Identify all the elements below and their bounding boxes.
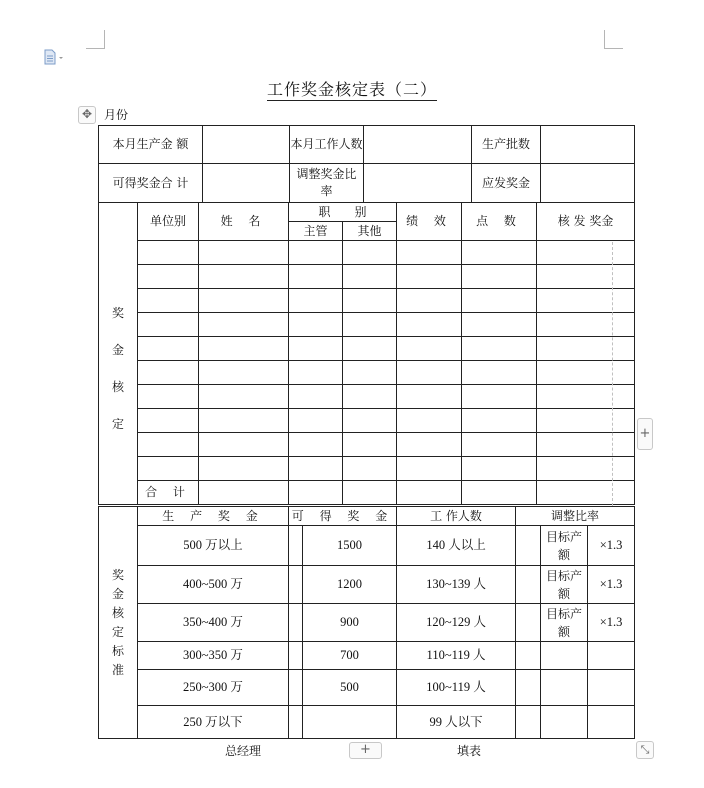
header-table: [98, 125, 635, 203]
batch-count-label: 生产批数: [472, 126, 541, 164]
name-header: 姓 名: [199, 203, 289, 241]
move-icon[interactable]: ✥: [78, 106, 96, 124]
table-row: [99, 385, 635, 409]
production-amount-cell[interactable]: [203, 126, 290, 164]
target-label: 目标产额: [541, 566, 588, 604]
table-row: [99, 313, 635, 337]
manager-label: 总经理: [225, 744, 262, 758]
crop-mark-top-right: [604, 30, 623, 49]
document-title: 工作奖金核定表（二）: [266, 80, 437, 99]
table-row: [99, 337, 635, 361]
standard-row: [99, 670, 635, 706]
bonus-header: 核 发 奖金: [537, 203, 635, 241]
unit-header: 单位别: [138, 203, 199, 241]
table-row: [99, 361, 635, 385]
workers-value: 99 人以下: [397, 706, 516, 739]
total-row: [99, 481, 635, 505]
available-value: 900: [303, 604, 397, 642]
workers-count-cell[interactable]: [364, 126, 472, 164]
available-value: 700: [303, 642, 397, 670]
target-label: 目标产额: [541, 604, 588, 642]
factor-value: [588, 670, 635, 706]
position-header: 职 别: [289, 203, 397, 222]
add-row-button[interactable]: +: [349, 742, 382, 759]
factor-value: ×1.3: [588, 566, 635, 604]
table-row: [99, 289, 635, 313]
payable-bonus-label: 应发奖金: [472, 164, 541, 203]
available-value: 1200: [303, 566, 397, 604]
production-bonus-header: 生 产 奖 金: [138, 507, 289, 526]
production-value: 300~350 万: [138, 642, 289, 670]
production-amount-label: 本月生产金 额: [99, 126, 203, 164]
production-value: 250~300 万: [138, 670, 289, 706]
document-icon[interactable]: [44, 49, 64, 65]
bonus-standard-table: [98, 506, 635, 739]
adjust-ratio-cell[interactable]: [364, 164, 472, 203]
target-label: [541, 706, 588, 739]
performance-header: 绩 效: [397, 203, 462, 241]
workers-value: 120~129 人: [397, 604, 516, 642]
table-row: [99, 409, 635, 433]
adjust-ratio-label: 调整奖金比 率: [290, 164, 364, 203]
column-guide-line: [612, 242, 613, 506]
standard-row: [99, 706, 635, 739]
table-row: [99, 433, 635, 457]
bonus-side-label: 奖 金 核 定: [99, 203, 138, 505]
workers-value: 130~139 人: [397, 566, 516, 604]
other-header: 其他: [343, 222, 397, 241]
production-value: 500 万以上: [138, 526, 289, 566]
available-value: 500: [303, 670, 397, 706]
month-label: 月份: [104, 108, 129, 122]
crop-mark-top-left: [86, 30, 105, 49]
available-value: [303, 706, 397, 739]
points-header: 点 数: [462, 203, 537, 241]
factor-value: [588, 706, 635, 739]
workers-count-label: 本月工作人数: [290, 126, 364, 164]
production-value: 250 万以下: [138, 706, 289, 739]
workers-value: 140 人以上: [397, 526, 516, 566]
total-label: 合 计: [138, 481, 199, 505]
total-bonus-label: 可得奖金合 计: [99, 164, 203, 203]
factor-value: ×1.3: [588, 526, 635, 566]
add-column-button[interactable]: +: [637, 418, 653, 450]
production-value: 400~500 万: [138, 566, 289, 604]
standard-row: [99, 526, 635, 566]
target-label: [541, 642, 588, 670]
workers-value: 100~119 人: [397, 670, 516, 706]
standard-side-label: 奖 金 核 定 标 准: [99, 507, 138, 739]
table-row: [99, 265, 635, 289]
table-row: [99, 241, 635, 265]
filler-label: 填表: [457, 744, 482, 758]
available-value: 1500: [303, 526, 397, 566]
batch-count-cell[interactable]: [541, 126, 635, 164]
ratio-header: 调整比率: [516, 507, 635, 526]
standard-row: [99, 566, 635, 604]
total-bonus-cell[interactable]: [203, 164, 290, 203]
standard-row: [99, 642, 635, 670]
resize-icon[interactable]: ⤡: [636, 741, 654, 759]
target-label: 目标产额: [541, 526, 588, 566]
factor-value: ×1.3: [588, 604, 635, 642]
supervisor-header: 主管: [289, 222, 343, 241]
workers-header: 工 作人数: [397, 507, 516, 526]
bonus-detail-table: [98, 202, 635, 505]
target-label: [541, 670, 588, 706]
factor-value: [588, 642, 635, 670]
available-bonus-header: 可 得 奖 金: [289, 507, 397, 526]
table-row: [99, 457, 635, 481]
workers-value: 110~119 人: [397, 642, 516, 670]
standard-row: [99, 604, 635, 642]
payable-bonus-cell[interactable]: [541, 164, 635, 203]
production-value: 350~400 万: [138, 604, 289, 642]
